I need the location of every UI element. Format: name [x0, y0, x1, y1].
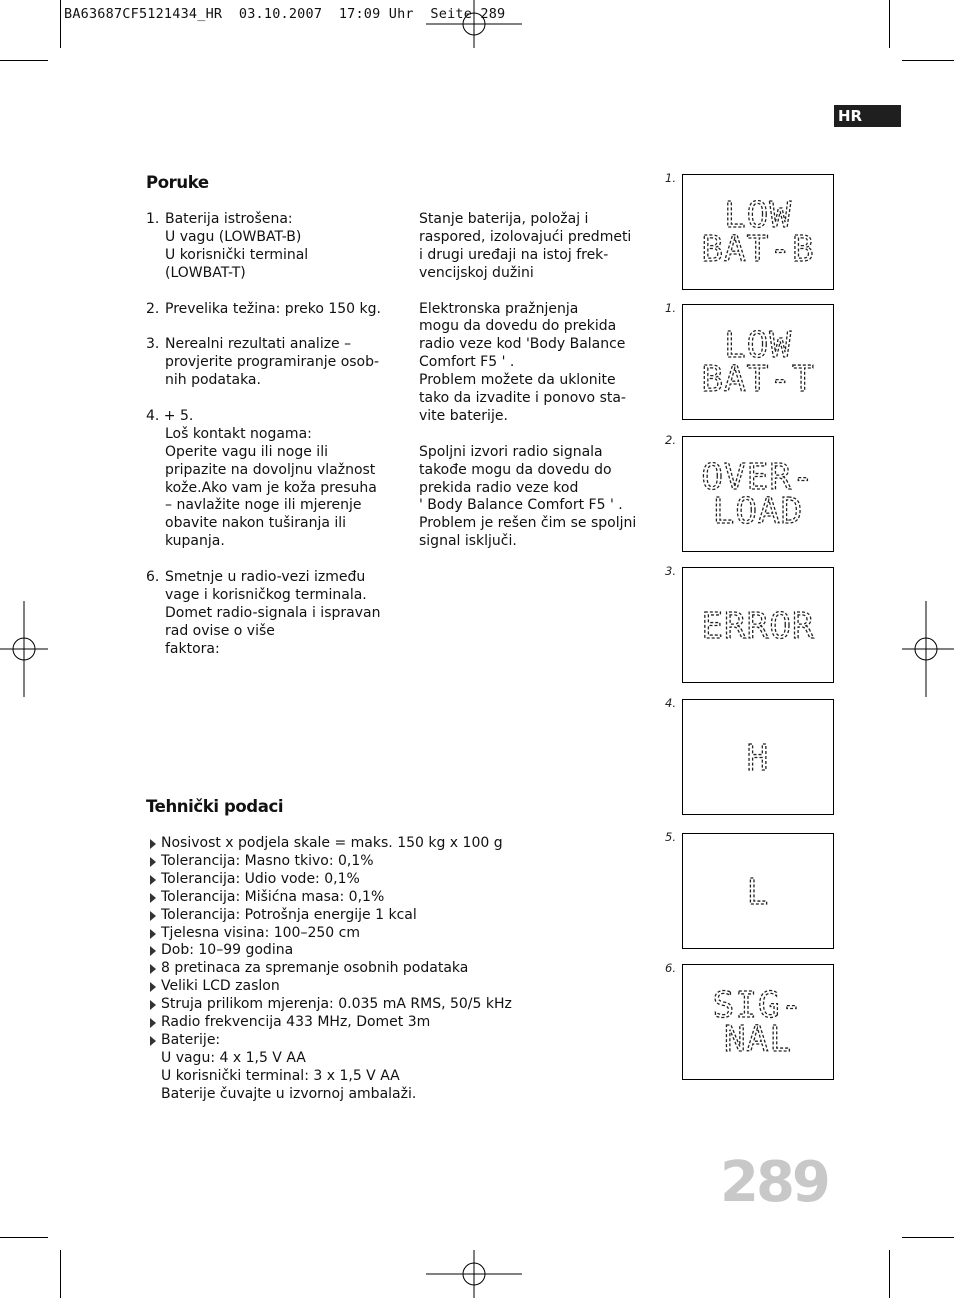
lcd-display [682, 174, 834, 290]
figure-label: 3. [665, 564, 676, 578]
message-line: Smetnje u radio-vezi između [165, 569, 366, 586]
spec-subitem: Baterije čuvajte u izvornoj ambalaži. [161, 1085, 417, 1102]
spec-text: Nosivost x podjela skale = maks. 150 kg x 100 g [161, 835, 503, 851]
explanation-line: Problem možete da uklonite [419, 372, 616, 389]
message-line: rad ovise o više [165, 622, 275, 639]
message-number: 4. + 5. [146, 407, 194, 424]
spec-text: 8 pretinaca za spremanje osobnih podataka [161, 960, 469, 977]
message-line: pripazite na dovoljnu vlažnost [165, 461, 376, 478]
bullet-arrow-icon [150, 964, 156, 974]
explanation-line: vencijskoj dužini [419, 264, 534, 281]
spec-text: Tjelesna visina: 100–250 cm [161, 924, 360, 941]
message-line: Prevelika težina: preko 150 kg. [165, 300, 381, 317]
messages-explanations [419, 211, 649, 569]
spec-text: Baterije: [161, 1031, 221, 1048]
spec-item [146, 889, 512, 907]
lcd-display [682, 833, 834, 949]
message-line: kupanja. [165, 533, 225, 550]
message-line: Domet radio-signala i ispravan [165, 604, 381, 621]
explanation-line: Elektronska pražnjenja [419, 300, 579, 317]
bullet-arrow-icon [150, 946, 156, 956]
messages-heading: Poruke [146, 173, 209, 192]
lcd-display [682, 567, 834, 683]
spec-subitem: U korisnički terminal: 3 x 1,5 V AA [161, 1067, 400, 1084]
lcd-text: BAT-B [701, 229, 815, 270]
messages-list [146, 211, 406, 676]
explanation-paragraph [419, 211, 649, 283]
spec-item [146, 978, 512, 996]
bullet-arrow-icon [150, 1018, 156, 1028]
spec-text: Tolerancija: Udio vode: 0,1% [161, 870, 360, 887]
lcd-text: LOW [723, 325, 793, 366]
lcd-display [682, 964, 834, 1080]
message-item [146, 211, 406, 283]
lcd-text: LOW [723, 195, 793, 236]
spec-item [146, 1014, 512, 1032]
lcd-text: H [746, 738, 770, 779]
bullet-arrow-icon [150, 982, 156, 992]
figure-label: 5. [665, 830, 676, 844]
spec-item [146, 1032, 512, 1050]
message-line: Nerealni rezultati analize – [165, 336, 352, 353]
message-number: 3. [146, 336, 160, 353]
explanation-line: Problem je rešen čim se spoljni [419, 515, 637, 532]
spec-item [146, 907, 512, 925]
explanation-line: Comfort F5 ' . [419, 354, 515, 371]
lcd-text: BAT-T [701, 359, 815, 400]
message-line: – navlažite noge ili mjerenje [165, 497, 362, 514]
bullet-arrow-icon [150, 1000, 156, 1010]
lcd-display [682, 699, 834, 815]
spec-text: Tolerancija: Mišićna masa: 0,1% [161, 888, 385, 905]
spec-text: Veliki LCD zaslon [161, 978, 280, 995]
figure-label: 6. [665, 961, 676, 975]
figure-label: 4. [665, 696, 676, 710]
lcd-text: SIG- [712, 985, 804, 1026]
lcd-text: L [746, 872, 770, 913]
message-line: vage i korisničkog terminala. [165, 586, 367, 603]
message-line: faktora: [165, 640, 220, 657]
bullet-arrow-icon [150, 1036, 156, 1046]
message-item [146, 336, 406, 390]
explanation-line: signal isključi. [419, 533, 517, 550]
specs-heading: Tehnički podaci [146, 797, 284, 816]
spec-item [146, 942, 512, 960]
spec-text: Tolerancija: Masno tkivo: 0,1% [161, 852, 374, 869]
explanation-line: i drugi uređaji na istoj frek- [419, 246, 609, 263]
language-tab: HR [834, 105, 901, 127]
bullet-arrow-icon [150, 875, 156, 885]
message-line: kože.Ako vam je koža presuha [165, 479, 377, 496]
figure-label: 2. [665, 433, 676, 447]
spec-item [146, 925, 512, 943]
explanation-line: Stanje baterija, položaj i [419, 211, 589, 227]
print-slug: BA63687CF5121434_HR 03.10.2007 17:09 Uhr Seite 289 [64, 6, 506, 22]
explanation-line: radio veze kod 'Body Balance [419, 336, 626, 353]
lcd-display [682, 436, 834, 552]
message-number: 6. [146, 569, 160, 586]
message-number: 1. [146, 211, 160, 227]
message-line: Baterija istrošena: [165, 211, 293, 227]
message-line: provjerite programiranje osob- [165, 354, 380, 371]
message-line: U korisnički terminal [165, 246, 309, 263]
message-line: obavite nakon tuširanja ili [165, 515, 347, 532]
spec-item [146, 835, 512, 853]
explanation-line: Spoljni izvori radio signala [419, 443, 603, 460]
message-number: 2. [146, 300, 160, 317]
explanation-paragraph [419, 301, 649, 426]
lcd-text: NAL [723, 1019, 793, 1060]
explanation-line: tako da izvadite i ponovo sta- [419, 390, 626, 407]
lcd-text: LOAD [712, 491, 804, 532]
message-line: Operite vagu ili noge ili [165, 443, 328, 460]
spec-text: Radio frekvencija 433 MHz, Domet 3m [161, 1014, 431, 1031]
message-line: U vagu (LOWBAT-B) [165, 228, 302, 245]
message-line: nih podataka. [165, 372, 261, 389]
bullet-arrow-icon [150, 911, 156, 921]
bullet-arrow-icon [150, 839, 156, 849]
message-line: Loš kontakt nogama: [165, 425, 312, 442]
message-item [146, 408, 406, 551]
explanation-line: ' Body Balance Comfort F5 ' . [419, 497, 623, 514]
lcd-text: ERROR [701, 606, 815, 647]
message-line [165, 408, 406, 426]
explanation-line: mogu da dovedu do prekida [419, 318, 617, 335]
bullet-arrow-icon [150, 893, 156, 903]
spec-item [146, 996, 512, 1014]
page-number: 289 [720, 1150, 828, 1215]
spec-text: Dob: 10–99 godina [161, 942, 294, 959]
lcd-text: OVER- [701, 457, 815, 498]
message-item [146, 301, 406, 319]
spec-subitem: U vagu: 4 x 1,5 V AA [161, 1049, 306, 1066]
lcd-display [682, 304, 834, 420]
bullet-arrow-icon [150, 857, 156, 867]
explanation-line: vite baterije. [419, 407, 508, 424]
message-line: (LOWBAT-T) [165, 264, 246, 281]
explanation-line: raspored, izolovajući predmeti [419, 228, 632, 245]
spec-text: Tolerancija: Potrošnja energije 1 kcal [161, 906, 417, 923]
message-item [146, 569, 406, 659]
bullet-arrow-icon [150, 929, 156, 939]
spec-item [146, 871, 512, 889]
explanation-line: takođe mogu da dovedu do [419, 461, 612, 478]
explanation-paragraph [419, 444, 649, 551]
specs-list [146, 835, 512, 1104]
figure-label: 1. [665, 171, 676, 185]
spec-item [146, 960, 512, 978]
explanation-line: prekida radio veze kod [419, 479, 579, 496]
spec-text: Struja prilikom mjerenja: 0.035 mA RMS, 50/5 kHz [161, 996, 512, 1013]
figure-label: 1. [665, 301, 676, 315]
spec-item [146, 853, 512, 871]
